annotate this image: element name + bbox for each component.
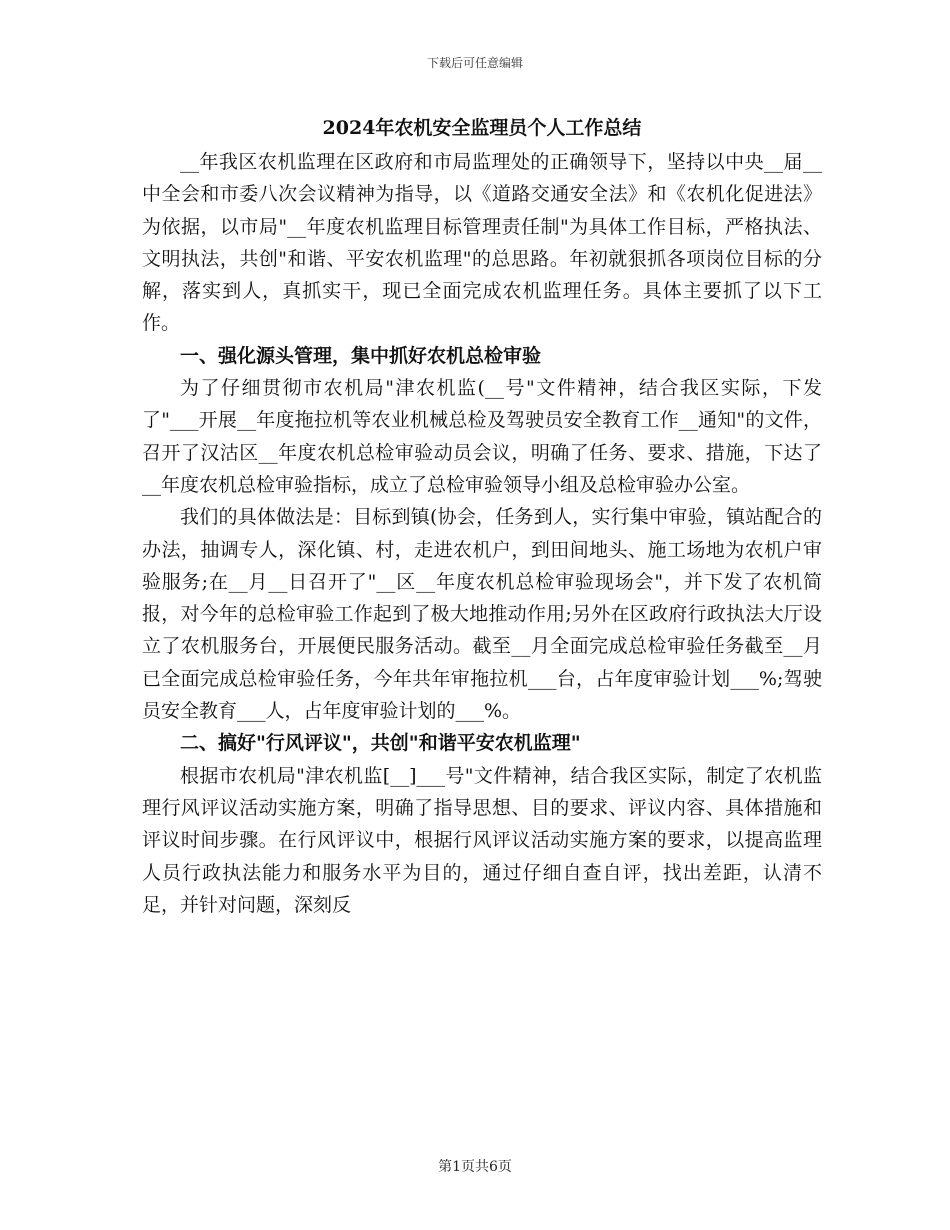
section-1-paragraph-2: 我们的具体做法是：目标到镇(协会，任务到人，实行集中审验，镇站配合的办法，抽调专人，深化镇、村，走进农机户，到田间地头、施工场地为农机户审验服务;在__月__日召开了"__区__年度农机总检审验现场会"，并下发了农机简报，对今年的总检审验工作起到了极大地推动作用;另外在区政府行政执法大厅设立了农机服务台，开展便民服务活动。截至__月全面完成总检审验任务截至__月已全面完成总检审验任务，今年共年审拖拉机___台，占年度审验计划___%;驾驶员安全教育___人，占年度审验计划的___%。: [142, 506, 822, 723]
page-header-note: 下载后可任意编辑: [426, 56, 523, 70]
document-body: [142, 112, 822, 921]
document-title: 2024年农机安全监理员个人工作总结: [322, 117, 642, 139]
section-2-heading: 二、搞好"行风评议"，共创"和谐平安农机监理": [180, 732, 581, 755]
section-1-paragraph-1: 为了仔细贯彻市农机局"津农机监(__号"文件精神，结合我区实际，下发了"___开展__年度拖拉机等农业机械总检及驾驶员安全教育工作__通知"的文件，召开了汉沽区__年度农机总检审验动员会议，明确了任务、要求、措施，下达了__年度农机总检审验指标，成立了总检审验领导小组及总检审验办公室。: [142, 377, 822, 496]
page-footer-number: 第1页共6页: [438, 1159, 512, 1175]
section-1-heading: 一、强化源头管理，集中抓好农机总检审验: [180, 344, 542, 367]
intro-paragraph: __年我区农机监理在区政府和市局监理处的正确领导下，坚持以中央__届__中全会和市委八次会议精神为指导，以《道路交通安全法》和《农机化促进法》为依据，以市局"__年度农机监理目标管理责任制"为具体工作目标，严格执法、文明执法，共创"和谐、平安农机监理"的总思路。年初就狠抓各项岗位目标的分解，落实到人，真抓实干，现已全面完成农机监理任务。具体主要抓了以下工作。: [142, 151, 822, 335]
section-2-paragraph-1: 根据市农机局"津农机监[__]___号"文件精神，结合我区实际，制定了农机监理行风评议活动实施方案，明确了指导思想、目的要求、评议内容、具体措施和评议时间步骤。在行风评议中，根据行风评议活动实施方案的要求，以提高监理人员行政执法能力和服务水平为目的，通过仔细自查自评，找出差距，认清不足，并针对问题，深刻反: [142, 764, 822, 916]
